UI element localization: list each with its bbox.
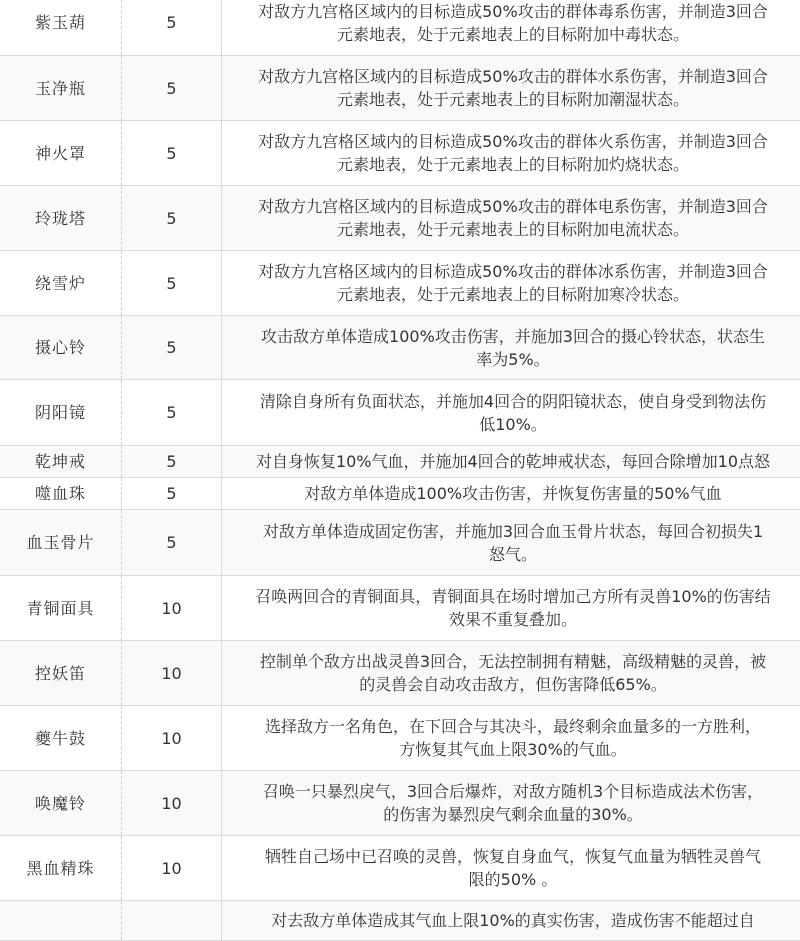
- table-row: [0, 706, 800, 771]
- description-line: 方恢复其气血上限30%的气血。: [399, 740, 627, 759]
- item-description-cell: [222, 121, 800, 185]
- item-level-cell: 5: [122, 56, 222, 120]
- description-line: 对自身恢复10%气血，并施加4回合的乾坤戒状态，每回合除增加10点怒: [255, 452, 771, 471]
- description-line: 选择敌方一名角色，在下回合与其决斗，最终剩余血量多的一方胜利，: [264, 717, 761, 736]
- table-row: [0, 641, 800, 706]
- item-name-cell: 阴阳镜: [0, 380, 122, 445]
- item-level-cell: 5: [122, 251, 222, 315]
- description-line: 的伤害为暴烈戾气剩余血量的30%。: [383, 805, 643, 824]
- item-name-cell: 控妖笛: [0, 641, 122, 705]
- table-row: [0, 186, 800, 251]
- item-level-cell: 5: [122, 446, 222, 477]
- description-line: 对敌方单体造成100%攻击伤害，并恢复伤害量的50%气血: [304, 484, 722, 503]
- item-level-cell: 5: [122, 510, 222, 575]
- item-name-cell: 神火罩: [0, 121, 122, 185]
- item-name-cell: [0, 901, 122, 940]
- table-row: [0, 478, 800, 510]
- item-name-cell: 噬血珠: [0, 478, 122, 509]
- item-description-cell: [222, 380, 800, 445]
- item-name-cell: 玉净瓶: [0, 56, 122, 120]
- item-name-cell: 黑血精珠: [0, 836, 122, 900]
- description-line: 对敌方九宫格区域内的目标造成50%攻击的群体冰系伤害，并制造3回合: [258, 262, 768, 281]
- item-name-cell: 玲珑塔: [0, 186, 122, 250]
- table-row: [0, 576, 800, 641]
- description-line: 低10%。: [479, 414, 547, 434]
- description-line: 的灵兽会自动攻击敌方，但伤害降低65%。: [359, 675, 667, 694]
- item-description-cell: [222, 836, 800, 900]
- item-level-cell: 5: [122, 0, 222, 55]
- table-row: [0, 121, 800, 186]
- table-row: [0, 836, 800, 901]
- item-description-cell: [222, 56, 800, 120]
- description-line: 攻击敌方单体造成100%攻击伤害，并施加3回合的摄心铃状态，状态生: [261, 326, 765, 346]
- table-row: [0, 901, 800, 941]
- item-description-cell: [222, 251, 800, 315]
- item-level-cell: 10: [122, 836, 222, 900]
- item-name-cell: 唤魔铃: [0, 771, 122, 835]
- item-name-cell: 血玉骨片: [0, 510, 122, 575]
- item-level-cell: 5: [122, 316, 222, 379]
- description-line: 清除自身所有负面状态，并施加4回合的阴阳镜状态，使自身受到物法伤: [259, 391, 767, 411]
- item-level-cell: 5: [122, 186, 222, 250]
- item-level-cell: 10: [122, 641, 222, 705]
- table-row: [0, 316, 800, 380]
- item-name-cell: 绕雪炉: [0, 251, 122, 315]
- description-line: 控制单个敌方出战灵兽3回合，无法控制拥有精魅，高级精魅的灵兽，被: [259, 652, 767, 671]
- description-line: 对敌方九宫格区域内的目标造成50%攻击的群体火系伤害，并制造3回合: [258, 132, 768, 151]
- description-line: 对去敌方单体造成其气血上限10%的真实伤害，造成伤害不能超过自: [271, 911, 755, 930]
- item-level-cell: 10: [122, 771, 222, 835]
- description-line: 率为5%。: [476, 349, 550, 369]
- table-row: [0, 771, 800, 836]
- table-row: [0, 380, 800, 446]
- item-description-cell: [222, 901, 800, 940]
- item-description-cell: [222, 446, 800, 477]
- description-line: 对敌方九宫格区域内的目标造成50%攻击的群体毒系伤害，并制造3回合: [258, 1, 768, 21]
- item-description-cell: [222, 706, 800, 770]
- item-name-cell: 紫玉葫: [0, 0, 122, 55]
- item-name-cell: 夔牛鼓: [0, 706, 122, 770]
- item-level-cell: 10: [122, 706, 222, 770]
- item-name-cell: 摄心铃: [0, 316, 122, 379]
- description-line: 怒气。: [488, 544, 537, 564]
- item-level-cell: 5: [122, 380, 222, 445]
- item-description-cell: [222, 316, 800, 379]
- description-line: 对敌方九宫格区域内的目标造成50%攻击的群体电系伤害，并制造3回合: [258, 197, 768, 216]
- table-row: [0, 0, 800, 56]
- item-description-cell: [222, 641, 800, 705]
- table-row: [0, 251, 800, 316]
- description-line: 元素地表，处于元素地表上的目标附加寒冷状态。: [336, 285, 689, 304]
- description-line: 对敌方单体造成固定伤害，并施加3回合血玉骨片状态，每回合初损失1: [262, 521, 764, 541]
- description-line: 召唤一只暴烈戾气，3回合后爆炸，对敌方随机3个目标造成法术伤害，: [262, 782, 764, 801]
- description-line: 限的50% 。: [468, 870, 558, 889]
- item-description-cell: [222, 510, 800, 575]
- description-line: 元素地表，处于元素地表上的目标附加中毒状态。: [336, 24, 689, 44]
- item-description-cell: [222, 186, 800, 250]
- description-line: 牺牲自己场中已召唤的灵兽，恢复自身血气，恢复气血量为牺牲灵兽气: [264, 847, 761, 866]
- description-line: 效果不重复叠加。: [448, 610, 577, 629]
- item-level-cell: [122, 901, 222, 940]
- item-name-cell: 乾坤戒: [0, 446, 122, 477]
- item-level-cell: 5: [122, 121, 222, 185]
- description-line: 对敌方九宫格区域内的目标造成50%攻击的群体水系伤害，并制造3回合: [258, 67, 768, 86]
- item-description-cell: [222, 771, 800, 835]
- description-line: 召唤两回合的青铜面具，青铜面具在场时增加己方所有灵兽10%的伤害结: [255, 587, 771, 606]
- description-line: 元素地表，处于元素地表上的目标附加灼烧状态。: [336, 155, 689, 174]
- item-name-cell: 青铜面具: [0, 576, 122, 640]
- item-description-cell: [222, 576, 800, 640]
- table-row: [0, 510, 800, 576]
- table-row: [0, 446, 800, 478]
- item-description-cell: [222, 478, 800, 509]
- item-level-cell: 10: [122, 576, 222, 640]
- description-line: 元素地表，处于元素地表上的目标附加潮湿状态。: [336, 90, 689, 109]
- table-row: [0, 56, 800, 121]
- item-description-cell: [222, 0, 800, 55]
- item-level-cell: 5: [122, 478, 222, 509]
- description-line: 元素地表，处于元素地表上的目标附加电流状态。: [336, 220, 689, 239]
